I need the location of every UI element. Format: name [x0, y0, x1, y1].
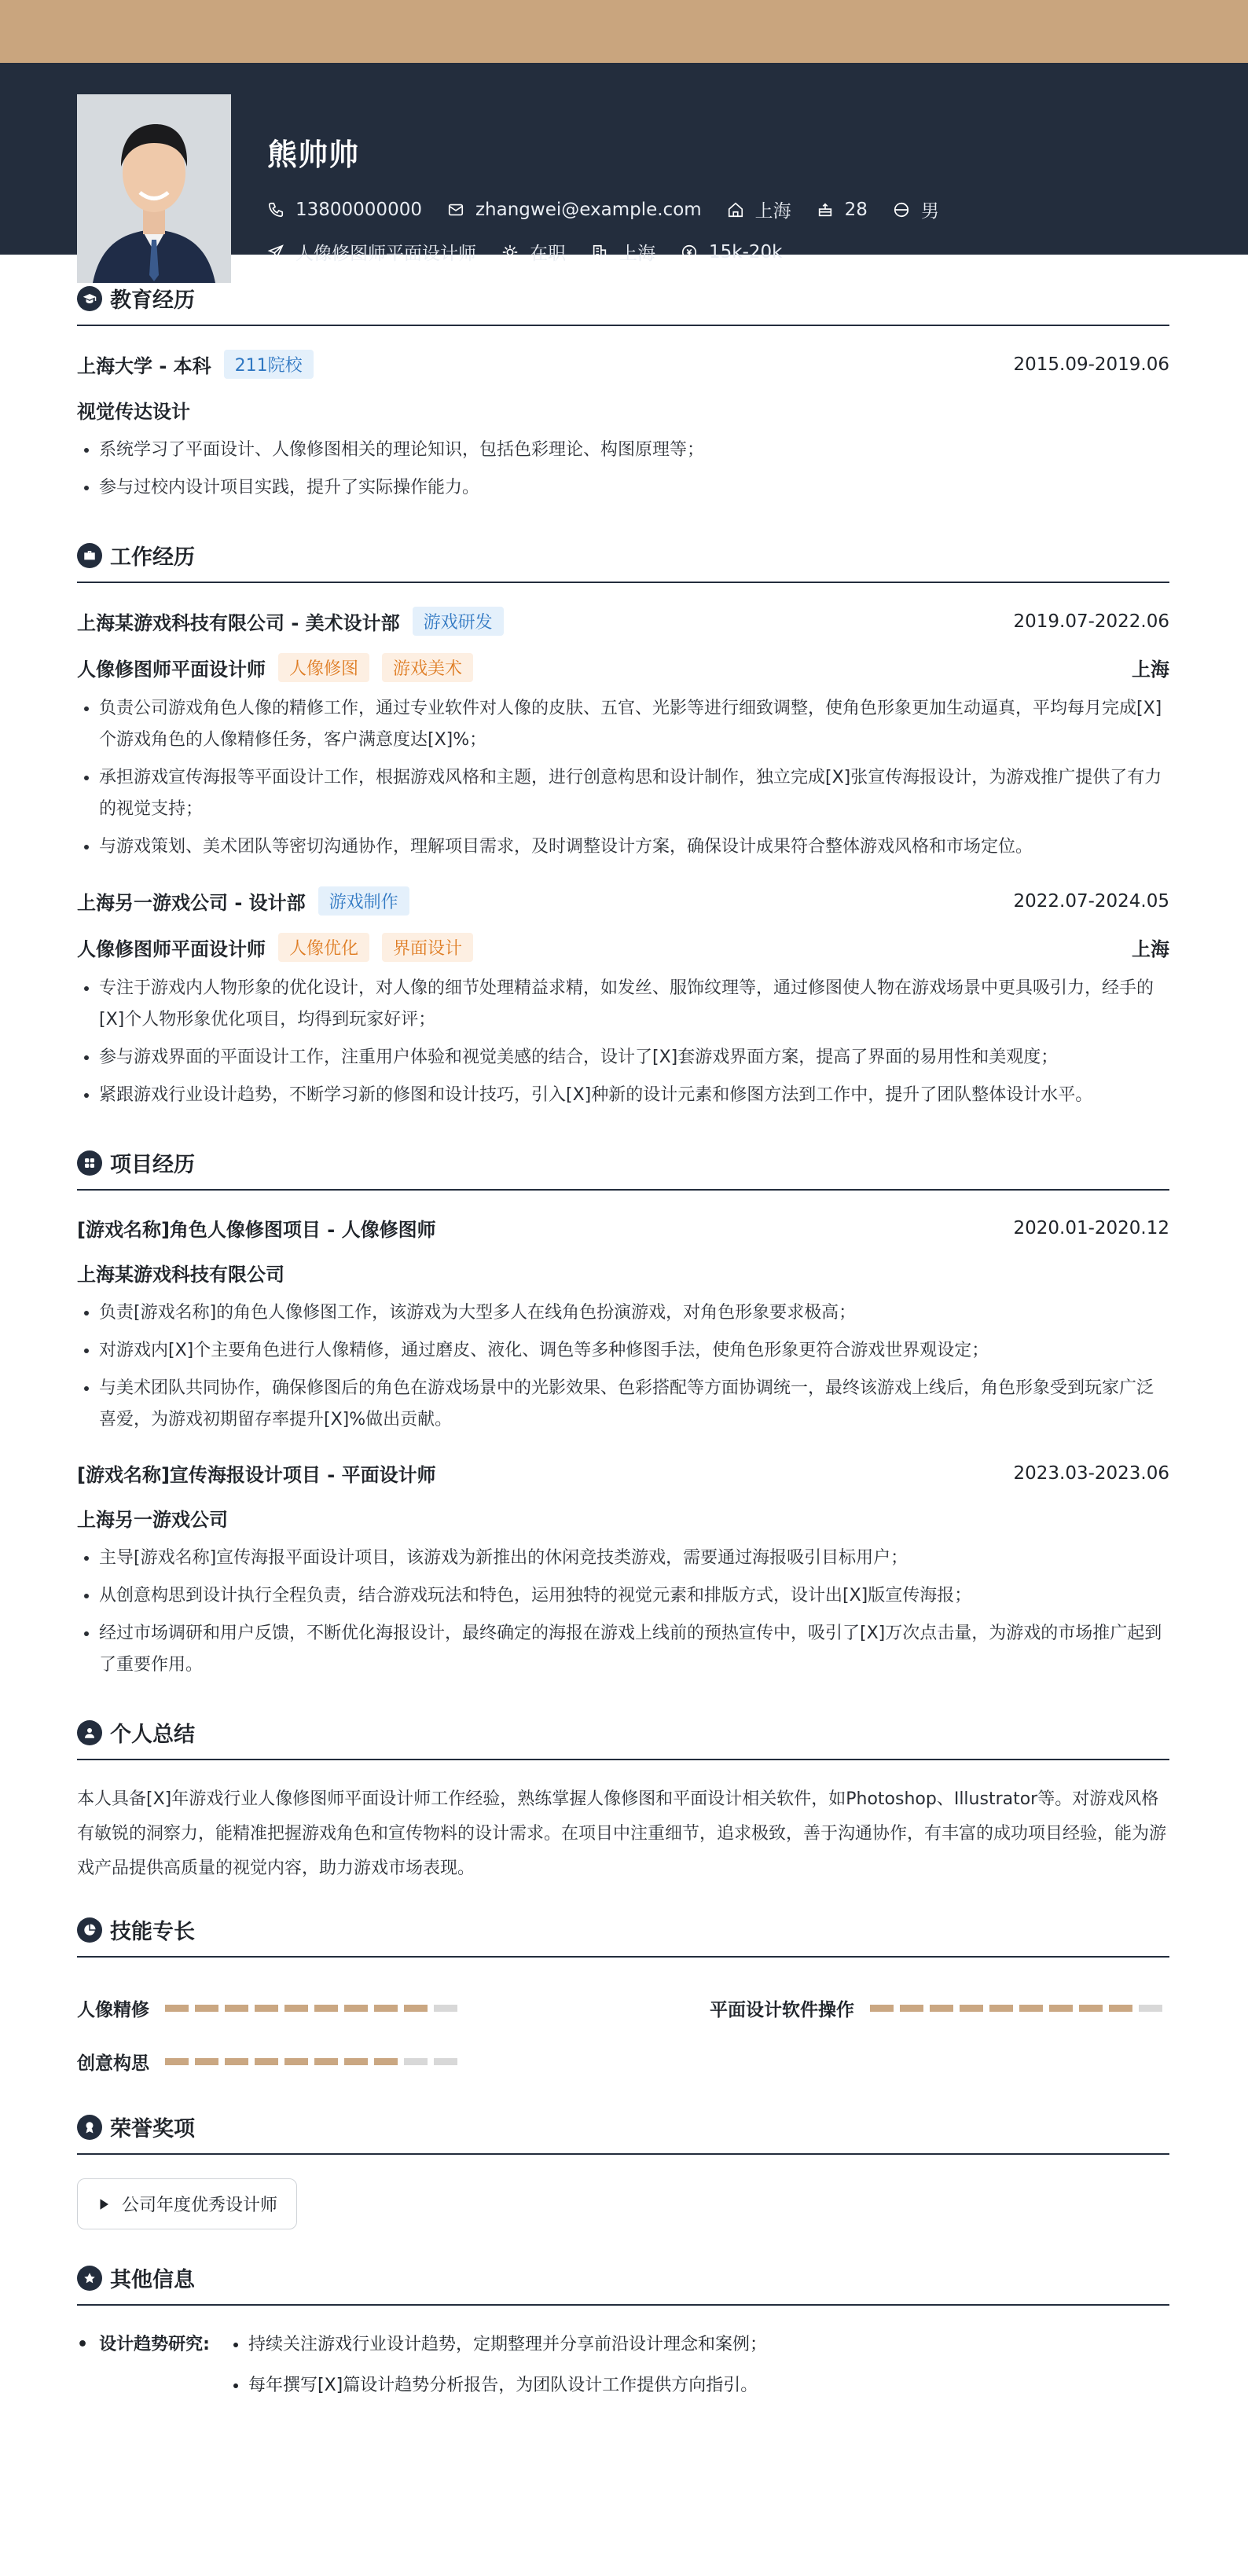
skill-level-bar [870, 2005, 1169, 2012]
project-entry [77, 1214, 1169, 1436]
list-item: • 专注于游戏内人物形象的优化设计，对人像的细节处理精益求精，如发丝、服饰纹理等，通过修图使人物在游戏场景中更具吸引力，经手的[X]个人物形象优化项目，均得到玩家好评； [99, 973, 1169, 1036]
candidate-name: 熊帅帅 [267, 138, 360, 172]
project-title: [游戏名称]宣传海报设计项目 - 平面设计师 [77, 1464, 436, 1486]
phone-info [267, 200, 422, 220]
grid-icon [77, 1150, 102, 1176]
project-entry [77, 1459, 1169, 1681]
job-role: 人像修图师平面设计师 [77, 659, 266, 681]
section-title: 其他信息 [110, 2268, 195, 2292]
skill-level-bar [165, 2005, 464, 2012]
other-section [77, 2262, 1169, 2411]
awards-section [77, 2112, 1169, 2229]
skill-level-segment [255, 2005, 278, 2012]
chart-pie-icon [77, 1917, 102, 1943]
list-item: • 承担游戏宣传海报等平面设计工作，根据游戏风格和主题，进行创意构思和设计制作，独立完成[X]张宣传海报设计，为游戏推广提供了有力的视觉支持； [99, 762, 1169, 825]
section-header [77, 1147, 1169, 1191]
skill-level-segment [225, 2058, 248, 2065]
summary-section [77, 1717, 1169, 1886]
skill-level-segment [1079, 2005, 1103, 2012]
phone-icon [267, 201, 284, 218]
home-icon [727, 201, 744, 218]
gender-info [893, 196, 939, 222]
section-title: 技能专长 [110, 1920, 195, 1944]
list-item: • 每年撰写[X]篇设计趋势分析报告，为团队设计工作提供方向指引。 [248, 2370, 767, 2402]
skills-section [77, 1914, 1169, 2088]
age-info [817, 200, 868, 220]
section-title: 工作经历 [110, 545, 195, 570]
section-title: 个人总结 [110, 1723, 195, 1747]
job-role: 人像修图师平面设计师 [77, 938, 266, 960]
cake-icon [817, 201, 834, 218]
profile-header [0, 63, 1248, 264]
section-header [77, 2112, 1169, 2155]
company-tag: 游戏研发 [413, 607, 504, 636]
list-item: • 负责公司游戏角色人像的精修工作，通过专业软件对人像的皮肤、五官、光影等进行细致调整，使角色形象更加生动逼真，平均每月完成[X]个游戏角色的人像精修任务，客户满意度达[X]%； [99, 693, 1169, 756]
work-entry [77, 607, 1169, 863]
skill-level-segment [374, 2058, 398, 2065]
section-title: 教育经历 [110, 288, 195, 313]
company-name: 上海某游戏科技有限公司 - 美术设计部 [77, 612, 400, 634]
job-target-text: 人像修图师平面设计师 [295, 244, 476, 264]
project-bullets [77, 1297, 1169, 1436]
award-icon [77, 2115, 102, 2140]
work-bullets [77, 973, 1169, 1111]
work-city: 上海 [1132, 938, 1169, 960]
skill-level-segment [1049, 2005, 1073, 2012]
skill-level-bar [165, 2058, 464, 2065]
skill-level-segment [404, 2005, 428, 2012]
project-date: 2020.01-2020.12 [1013, 1217, 1169, 1238]
target-city-text: 上海 [619, 244, 655, 264]
skill-level-segment [1109, 2005, 1132, 2012]
gender-icon [893, 201, 910, 218]
section-header [77, 2262, 1169, 2306]
skill-level-segment [165, 2005, 189, 2012]
list-item: • 持续关注游戏行业设计趋势，定期整理并分享前沿设计理念和案例； [248, 2329, 767, 2361]
summary-text: 本人具备[X]年游戏行业人像修图师平面设计师工作经验，熟练掌握人像修图和平面设计相关软件，如Photoshop、Illustrator等。对游戏风格有敏锐的洞察力，能精准把握游戏角色和宣传物料的设计需求。在项目中注重细节，追求极致，善于沟通协作，有丰富的成功项目经验，能为游戏产品提供高质量的视觉内容，助力游戏市场表现。 [77, 1789, 1167, 1878]
section-title: 项目经历 [110, 1153, 195, 1177]
skill-level-segment [344, 2005, 368, 2012]
projects-section [77, 1147, 1169, 1681]
list-item: • 紧跟游戏行业设计趋势，不断学习新的修图和设计技巧，引入[X]种新的设计元素和修图方法到工作中，提升了团队整体设计水平。 [99, 1080, 1169, 1111]
project-bullets [77, 1543, 1169, 1681]
work-date: 2022.07-2024.05 [1013, 890, 1169, 912]
salary-text: 15k-20k [709, 241, 783, 262]
play-triangle-icon [97, 2197, 111, 2211]
skills-list [77, 1981, 1169, 2088]
skill-level-segment [960, 2005, 983, 2012]
list-item: • 参与游戏界面的平面设计工作，注重用户体验和视觉美感的结合，设计了[X]套游戏界面方案，提高了界面的易用性和美观度； [99, 1042, 1169, 1073]
project-date: 2023.03-2023.06 [1013, 1462, 1169, 1484]
list-item: • 系统学习了平面设计、人像修图相关的理论知识，包括色彩理论、构图原理等； [99, 435, 1169, 466]
education-entry [77, 350, 1169, 504]
education-date: 2015.09-2019.06 [1013, 354, 1169, 375]
skill-level-segment [1019, 2005, 1043, 2012]
company-tag: 游戏制作 [318, 886, 409, 916]
role-tag: 游戏美术 [382, 653, 473, 682]
list-item: • 与美术团队共同协作，确保修图后的角色在游戏场景中的光影效果、色彩搭配等方面协调统一，最终该游戏上线后，角色形象受到玩家广泛喜爱，为游戏初期留存率提升[X]%做出贡献。 [99, 1373, 1169, 1436]
mail-icon [447, 201, 464, 218]
list-item: • 负责[游戏名称]的角色人像修图工作，该游戏为大型多人在线角色扮演游戏，对角色形象要求极高； [99, 1297, 1169, 1329]
skill-level-segment [314, 2058, 338, 2065]
skill-level-segment [344, 2058, 368, 2065]
skill-level-segment [900, 2005, 923, 2012]
company-name: 上海另一游戏公司 - 设计部 [77, 892, 306, 914]
briefcase-icon [77, 543, 102, 568]
skill-item [77, 1981, 710, 2035]
education-section [77, 283, 1169, 504]
project-company: 上海某游戏科技有限公司 [77, 1264, 284, 1286]
skill-item [710, 1981, 1169, 2035]
star-badge-icon [77, 2266, 102, 2291]
other-list [226, 2329, 767, 2411]
skill-name: 创意构思 [77, 2053, 149, 2074]
location-text: 上海 [754, 201, 791, 222]
user-icon [77, 1720, 102, 1745]
skill-level-segment [1139, 2005, 1162, 2012]
gender-text: 男 [920, 201, 939, 222]
email-info [447, 200, 702, 220]
skill-level-segment [165, 2058, 189, 2065]
resume-content [77, 255, 1169, 2411]
skill-level-segment [374, 2005, 398, 2012]
skill-level-segment [255, 2058, 278, 2065]
other-item [77, 2329, 1169, 2411]
school-name: 上海大学 - 本科 [77, 355, 211, 377]
work-bullets [77, 693, 1169, 863]
role-tag: 人像修图 [278, 653, 369, 682]
email-text: zhangwei@example.com [475, 199, 702, 220]
section-title: 荣誉奖项 [110, 2117, 195, 2141]
skill-level-segment [195, 2005, 218, 2012]
list-item: • 从创意构思到设计执行全程负责，结合游戏玩法和特色，运用独特的视觉元素和排版方式，设计出[X]版宣传海报； [99, 1580, 1169, 1612]
award-item [77, 2178, 297, 2229]
section-header [77, 1914, 1169, 1958]
list-item: • 与游戏策划、美术团队等密切沟通协作，理解项目需求，及时调整设计方案，确保设计成果符合整体游戏风格和市场定位。 [99, 831, 1169, 863]
status-text: 在职 [530, 244, 566, 264]
skill-level-segment [434, 2058, 457, 2065]
skill-name: 人像精修 [77, 1999, 149, 2020]
list-item: • 经过市场调研和用户反馈，不断优化海报设计，最终确定的海报在游戏上线前的预热宣传中，吸引了[X]万次点击量，为游戏的市场推广起到了重要作用。 [99, 1618, 1169, 1681]
school-tag: 211院校 [224, 350, 314, 379]
work-date: 2019.07-2022.06 [1013, 611, 1169, 632]
skill-level-segment [284, 2058, 308, 2065]
skill-level-segment [195, 2058, 218, 2065]
graduation-cap-icon [77, 286, 102, 311]
skill-level-segment [225, 2005, 248, 2012]
skill-level-segment [930, 2005, 953, 2012]
location-info [727, 196, 791, 222]
skill-level-segment [284, 2005, 308, 2012]
skill-level-segment [314, 2005, 338, 2012]
major: 视觉传达设计 [77, 401, 190, 423]
work-city: 上海 [1132, 659, 1169, 681]
phone-text: 13800000000 [295, 199, 422, 220]
other-label: • 设计趋势研究: [77, 2329, 226, 2411]
section-header [77, 540, 1169, 583]
list-item: • 对游戏内[X]个主要角色进行人像精修，通过磨皮、液化、调色等多种修图手法，使角色形象更符合游戏世界观设定； [99, 1335, 1169, 1367]
role-tag: 人像优化 [278, 933, 369, 962]
award-text: 公司年度优秀设计师 [122, 2196, 278, 2215]
list-item: • 参与过校内设计项目实践，提升了实际操作能力。 [99, 472, 1169, 504]
skill-level-segment [870, 2005, 894, 2012]
work-section [77, 540, 1169, 1111]
project-title: [游戏名称]角色人像修图项目 - 人像修图师 [77, 1219, 436, 1241]
work-entry [77, 886, 1169, 1111]
skill-name: 平面设计软件操作 [710, 1999, 854, 2020]
contact-row [267, 196, 964, 222]
skill-level-segment [404, 2058, 428, 2065]
section-header [77, 1717, 1169, 1760]
list-item: • 主导[游戏名称]宣传海报平面设计项目，该游戏为新推出的休闲竞技类游戏，需要通过海报吸引目标用户； [99, 1543, 1169, 1574]
section-header [77, 283, 1169, 326]
project-company: 上海另一游戏公司 [77, 1509, 228, 1531]
skill-level-segment [989, 2005, 1013, 2012]
skill-level-segment [434, 2005, 457, 2012]
age-text: 28 [844, 199, 868, 220]
role-tag: 界面设计 [382, 933, 473, 962]
skill-item [77, 2035, 710, 2088]
top-accent-bar [0, 0, 1248, 63]
education-bullets [77, 435, 1169, 504]
